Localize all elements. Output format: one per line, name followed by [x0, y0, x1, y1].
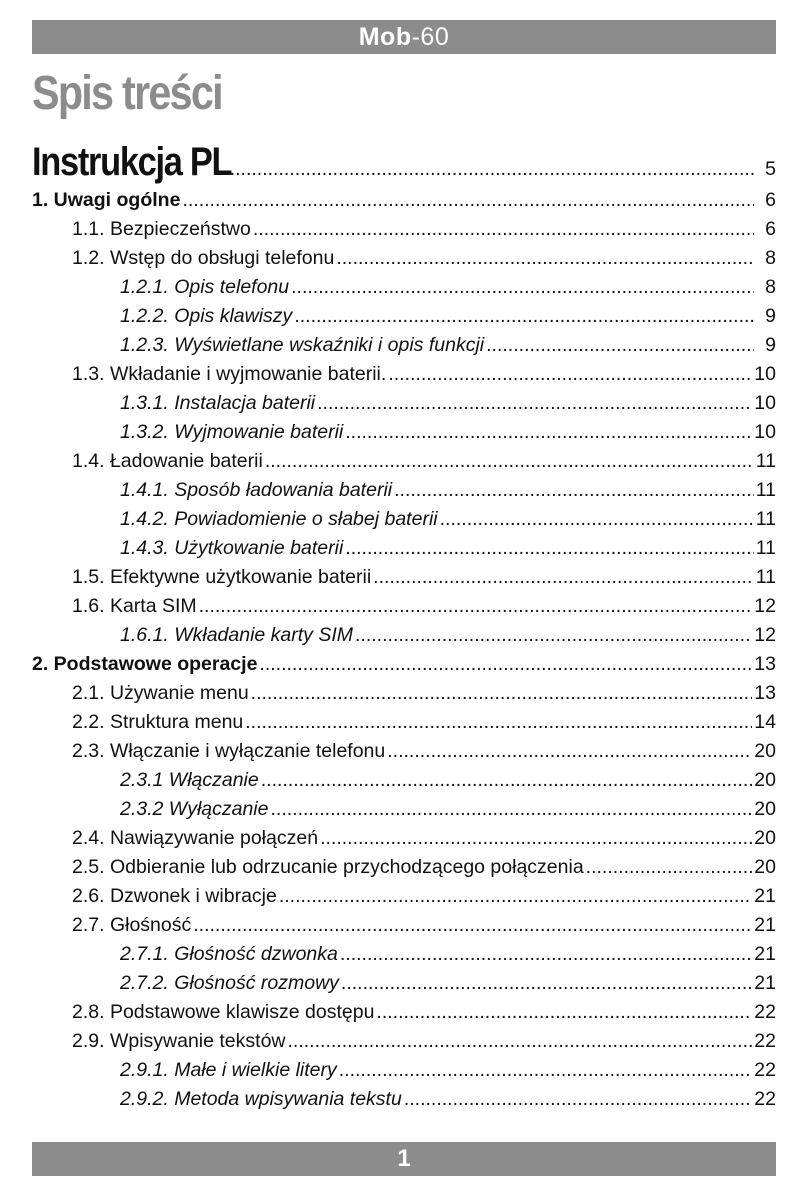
toc-entry-title: 2.7.2. Głośność rozmowy	[120, 972, 339, 994]
brand-name: Mob	[358, 22, 412, 51]
toc-entry-page: 11	[755, 508, 776, 530]
toc-dot-leader	[355, 621, 752, 650]
toc-entry[interactable]	[32, 911, 776, 940]
toc-entry-page: 22	[754, 1030, 776, 1052]
toc-entry[interactable]	[32, 795, 776, 824]
toc-entry[interactable]	[32, 1085, 776, 1114]
toc-dot-leader	[376, 998, 752, 1027]
toc-entry-title: 2.1. Używanie menu	[72, 682, 249, 704]
toc-entry-page: 13	[754, 653, 776, 675]
toc-entry-title: 1.4.3. Użytkowanie baterii	[120, 537, 344, 559]
toc-entry-page: 21	[754, 885, 776, 907]
toc-entry-page: 21	[754, 972, 776, 994]
toc-entry-title: 2.9.2. Metoda wpisywania tekstu	[120, 1088, 402, 1110]
toc-entry-title: 2.3.2 Wyłączanie	[120, 798, 269, 820]
toc-dot-leader	[271, 795, 753, 824]
toc-entry[interactable]	[32, 737, 776, 766]
toc-entry-page: 12	[754, 595, 776, 617]
toc-entry-title: 2.7. Głośność	[72, 914, 192, 936]
toc-entry[interactable]	[32, 273, 776, 302]
toc-entry-page: 22	[754, 1088, 776, 1110]
toc-dot-leader	[486, 331, 754, 360]
toc-dot-leader	[253, 215, 754, 244]
toc-entry-page: 10	[754, 363, 776, 385]
toc-dot-leader	[388, 360, 752, 389]
toc-entry-title: 2. Podstawowe operacje	[32, 653, 258, 675]
toc-entry-page: 8	[765, 247, 776, 269]
toc-dot-leader	[320, 824, 752, 853]
toc-entry-title: 1.1. Bezpieczeństwo	[72, 218, 251, 240]
toc-entry[interactable]	[32, 331, 776, 360]
toc-entry[interactable]	[32, 534, 776, 563]
toc-dot-leader	[291, 273, 754, 302]
toc-dot-leader	[182, 186, 754, 215]
toc-dot-leader	[345, 418, 752, 447]
toc-entry-page: 22	[754, 1059, 776, 1081]
toc-entry[interactable]	[32, 476, 776, 505]
toc-entry-title: 2.9.1. Małe i wielkie litery	[120, 1059, 337, 1081]
toc-dot-leader	[339, 1056, 753, 1085]
toc-entry-title: 1.6.1. Wkładanie karty SIM	[120, 624, 354, 646]
toc-entry[interactable]	[32, 563, 776, 592]
toc-entry-title: 2.5. Odbieranie lub odrzucanie przychodzącego połączenia	[72, 856, 584, 878]
toc-entry-title: 1.5. Efektywne użytkowanie baterii	[72, 566, 372, 588]
toc-entry-page: 9	[765, 334, 776, 356]
toc-entry-page: 20	[754, 856, 776, 878]
page-number: 1	[397, 1145, 411, 1172]
toc-entry[interactable]	[32, 998, 776, 1027]
model-number: -60	[411, 22, 450, 51]
toc-entry[interactable]	[32, 389, 776, 418]
header-bar	[32, 20, 776, 54]
toc-entry[interactable]	[32, 360, 776, 389]
toc-entry-title: 1.4. Ładowanie baterii	[72, 450, 263, 472]
toc-entry-title: 2.3.1 Włączanie	[120, 769, 259, 791]
toc-entry-page: 20	[754, 740, 776, 762]
toc-entry-page: 21	[754, 914, 776, 936]
toc-entry-title: 2.4. Nawiązywanie połączeń	[72, 827, 319, 849]
toc-entry[interactable]	[32, 418, 776, 447]
toc-entry-page: 13	[754, 682, 776, 704]
toc-entry-title: 2.8. Podstawowe klawisze dostępu	[72, 1001, 375, 1023]
toc-dot-leader	[440, 505, 754, 534]
toc-entry-title: 1.3.1. Instalacja baterii	[120, 392, 316, 414]
toc-entry-page: 11	[755, 566, 776, 588]
toc-entry-page: 9	[765, 305, 776, 327]
page-title: Spis treści	[32, 67, 222, 120]
toc-dot-leader	[259, 650, 752, 679]
toc-entry[interactable]	[32, 679, 776, 708]
toc-dot-leader	[341, 969, 752, 998]
toc-entry[interactable]	[32, 138, 776, 186]
toc-entry-page: 21	[754, 943, 776, 965]
toc-dot-leader	[340, 940, 752, 969]
footer-bar	[32, 1142, 776, 1176]
toc-dot-leader	[265, 447, 754, 476]
toc-entry-page: 11	[755, 450, 776, 472]
toc-entry-title: 1.6. Karta SIM	[72, 595, 197, 617]
toc-entry[interactable]	[32, 592, 776, 621]
toc-entry[interactable]	[32, 766, 776, 795]
toc-entry-page: 20	[754, 827, 776, 849]
toc-entry-page: 6	[765, 218, 776, 240]
toc-dot-leader	[586, 853, 753, 882]
toc-entry-page: 5	[765, 158, 776, 180]
toc-entry[interactable]	[32, 650, 776, 679]
toc-dot-leader	[193, 911, 752, 940]
toc-entry-title: 2.6. Dzwonek i wibracje	[72, 885, 277, 907]
table-of-contents	[32, 138, 776, 1114]
toc-entry-title: 1.2.1. Opis telefonu	[120, 276, 290, 298]
toc-entry-page: 20	[754, 798, 776, 820]
toc-entry[interactable]	[32, 824, 776, 853]
toc-entry[interactable]	[32, 940, 776, 969]
toc-entry-title: 2.7.1. Głośność dzwonka	[120, 943, 338, 965]
toc-entry-page: 12	[754, 624, 776, 646]
toc-entry-page: 11	[755, 479, 776, 501]
toc-entry-title: 2.3. Włączanie i wyłączanie telefonu	[72, 740, 386, 762]
toc-entry[interactable]	[32, 505, 776, 534]
toc-dot-leader	[394, 476, 754, 505]
toc-entry[interactable]	[32, 708, 776, 737]
toc-entry-title: Instrukcja PL	[32, 140, 232, 184]
toc-entry[interactable]	[32, 244, 776, 273]
toc-dot-leader	[199, 592, 753, 621]
toc-entry-page: 10	[754, 392, 776, 414]
toc-entry[interactable]	[32, 302, 776, 331]
toc-entry-page: 8	[765, 276, 776, 298]
toc-entry-title: 1.4.2. Powiadomienie o słabej baterii	[120, 508, 438, 530]
toc-entry-title: 1.3.2. Wyjmowanie baterii	[120, 421, 344, 443]
toc-entry-page: 20	[754, 769, 776, 791]
toc-dot-leader	[251, 679, 753, 708]
toc-entry[interactable]	[32, 1056, 776, 1085]
toc-dot-leader	[345, 534, 753, 563]
toc-entry-page: 11	[755, 537, 776, 559]
toc-dot-leader	[279, 882, 752, 911]
toc-entry[interactable]	[32, 447, 776, 476]
toc-entry-title: 1.2. Wstęp do obsługi telefonu	[72, 247, 335, 269]
toc-dot-leader	[387, 737, 752, 766]
toc-entry-page: 14	[754, 711, 776, 733]
toc-dot-leader	[245, 708, 752, 737]
toc-dot-leader	[317, 389, 752, 418]
toc-entry[interactable]	[32, 969, 776, 998]
toc-entry[interactable]	[32, 186, 776, 215]
toc-dot-leader	[261, 766, 753, 795]
toc-entry[interactable]	[32, 215, 776, 244]
toc-entry-title: 1.3. Wkładanie i wyjmowanie baterii.	[72, 363, 387, 385]
toc-entry-page: 6	[765, 189, 776, 211]
toc-entry[interactable]	[32, 621, 776, 650]
toc-dot-leader	[294, 302, 754, 331]
toc-dot-leader	[373, 563, 754, 592]
toc-dot-leader	[404, 1085, 752, 1114]
toc-entry-title: 2.2. Struktura menu	[72, 711, 244, 733]
toc-dot-leader	[336, 244, 754, 273]
toc-entry-title: 2.9. Wpisywanie tekstów	[72, 1030, 286, 1052]
toc-entry[interactable]	[32, 882, 776, 911]
toc-entry-page: 10	[754, 421, 776, 443]
toc-entry-title: 1.2.3. Wyświetlane wskaźniki i opis funkcji	[120, 334, 485, 356]
toc-entry-title: 1.2.2. Opis klawiszy	[120, 305, 293, 327]
toc-entry[interactable]	[32, 1027, 776, 1056]
toc-entry[interactable]	[32, 853, 776, 882]
toc-entry-page: 22	[754, 1001, 776, 1023]
toc-dot-leader	[288, 1027, 753, 1056]
toc-entry-title: 1. Uwagi ogólne	[32, 189, 181, 211]
toc-entry-title: 1.4.1. Sposób ładowania baterii	[120, 479, 393, 501]
